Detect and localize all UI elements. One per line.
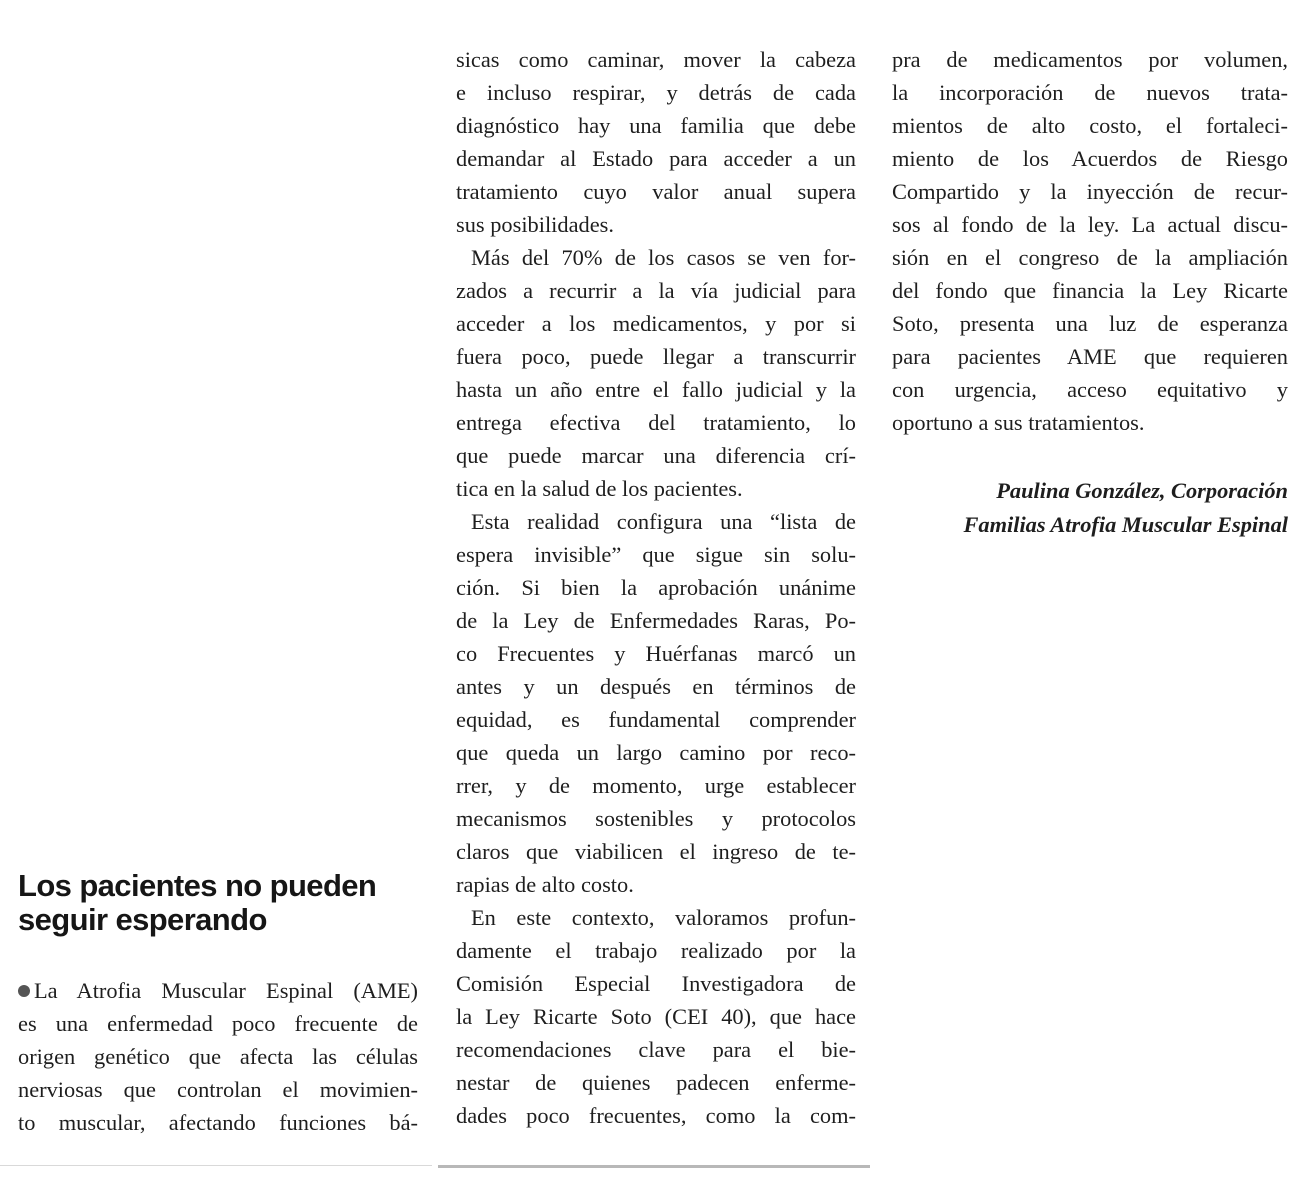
column-2-line: mecanismos sostenibles y protocolos bbox=[456, 806, 856, 831]
column-2-line: rapias de alto costo. bbox=[456, 872, 634, 897]
column-2-line: antes y un después en términos de bbox=[456, 674, 856, 699]
column-2-line: que puede marcar una diferencia crí- bbox=[456, 443, 856, 468]
column-2-line: la Ley Ricarte Soto (CEI 40), que hace bbox=[456, 1004, 856, 1029]
column-2-line: ción. Si bien la aprobación unánime bbox=[456, 575, 856, 600]
column-2-line: claros que viabilicen el ingreso de te- bbox=[456, 839, 856, 864]
column-2-line: En este contexto, valoramos profun- bbox=[471, 905, 856, 930]
signature-line: Paulina González, Corporación bbox=[996, 478, 1288, 503]
column-2-line: espera invisible” que sigue sin solu- bbox=[456, 542, 856, 567]
headline-line-2: seguir esperando bbox=[18, 902, 267, 937]
column-1-line: es una enfermedad poco frecuente de bbox=[18, 1011, 418, 1036]
column-2-line: zados a recurrir a la vía judicial para bbox=[456, 278, 856, 303]
column-3-line: Soto, presenta una luz de esperanza bbox=[892, 311, 1288, 336]
middle-column bbox=[438, 0, 870, 1190]
article-headline bbox=[18, 869, 418, 937]
column-divider bbox=[0, 1165, 432, 1166]
column-2-line: dades poco frecuentes, como la com- bbox=[456, 1103, 856, 1128]
column-3-line: la incorporación de nuevos trata- bbox=[892, 80, 1288, 105]
column-2-line: sicas como caminar, mover la cabeza bbox=[456, 47, 856, 72]
column-2-line: damente el trabajo realizado por la bbox=[456, 938, 856, 963]
column-3-line: Compartido y la inyección de recur- bbox=[892, 179, 1288, 204]
column-2-line: entrega efectiva del tratamiento, lo bbox=[456, 410, 856, 435]
column-2-line: Esta realidad configura una “lista de bbox=[471, 509, 856, 534]
column-2-line: recomendaciones clave para el bie- bbox=[456, 1037, 856, 1062]
column-2-line: e incluso respirar, y detrás de cada bbox=[456, 80, 856, 105]
column-1-line: nerviosas que controlan el movimien- bbox=[18, 1077, 418, 1102]
column-2-line: tica en la salud de los pacientes. bbox=[456, 476, 743, 501]
column-1-line: origen genético que afecta las células bbox=[18, 1044, 418, 1069]
column-2-line: fuera poco, puede llegar a transcurrir bbox=[456, 344, 856, 369]
column-2-line: equidad, es fundamental comprender bbox=[456, 707, 856, 732]
column-3-line: con urgencia, acceso equitativo y bbox=[892, 377, 1288, 402]
left-column bbox=[0, 0, 432, 1166]
headline-line-1: Los pacientes no pueden bbox=[18, 868, 377, 903]
column-divider bbox=[438, 1165, 870, 1168]
column-2-line: hasta un año entre el fallo judicial y la bbox=[456, 377, 856, 402]
column-3-line: pra de medicamentos por volumen, bbox=[892, 47, 1288, 72]
signature-line: Familias Atrofia Muscular Espinal bbox=[963, 512, 1288, 537]
column-2-line: co Frecuentes y Huérfanas marcó un bbox=[456, 641, 856, 666]
column-3-line: sos al fondo de la ley. La actual discu- bbox=[892, 212, 1288, 237]
column-3-text bbox=[892, 43, 1288, 439]
column-2-line: rrer, y de momento, urge establecer bbox=[456, 773, 856, 798]
column-2-line: Comisión Especial Investigadora de bbox=[456, 971, 856, 996]
column-2-line: tratamiento cuyo valor anual supera bbox=[456, 179, 856, 204]
column-3-line: miento de los Acuerdos de Riesgo bbox=[892, 146, 1288, 171]
author-signature bbox=[892, 474, 1288, 542]
column-2-line: sus posibilidades. bbox=[456, 212, 614, 237]
column-3-line: para pacientes AME que requieren bbox=[892, 344, 1288, 369]
column-2-line: Más del 70% de los casos se ven for- bbox=[471, 245, 856, 270]
column-1-text bbox=[18, 974, 418, 1139]
column-2-line: acceder a los medicamentos, y por si bbox=[456, 311, 856, 336]
column-1-line: La Atrofia Muscular Espinal (AME) bbox=[18, 974, 418, 1007]
column-3-line: del fondo que financia la Ley Ricarte bbox=[892, 278, 1288, 303]
column-2-line: que queda un largo camino por reco- bbox=[456, 740, 856, 765]
column-3-line: mientos de alto costo, el fortaleci- bbox=[892, 113, 1288, 138]
column-2-line: diagnóstico hay una familia que debe bbox=[456, 113, 856, 138]
column-2-line: demandar al Estado para acceder a un bbox=[456, 146, 856, 171]
column-1-line: to muscular, afectando funciones bá- bbox=[18, 1110, 418, 1135]
column-2-line: nestar de quienes padecen enferme- bbox=[456, 1070, 856, 1095]
column-2-line: de la Ley de Enfermedades Raras, Po- bbox=[456, 608, 856, 633]
column-3-line: sión en el congreso de la ampliación bbox=[892, 245, 1288, 270]
bullet-icon bbox=[18, 985, 30, 997]
column-2-text bbox=[456, 43, 856, 1132]
column-3-line: oportuno a sus tratamientos. bbox=[892, 410, 1145, 435]
